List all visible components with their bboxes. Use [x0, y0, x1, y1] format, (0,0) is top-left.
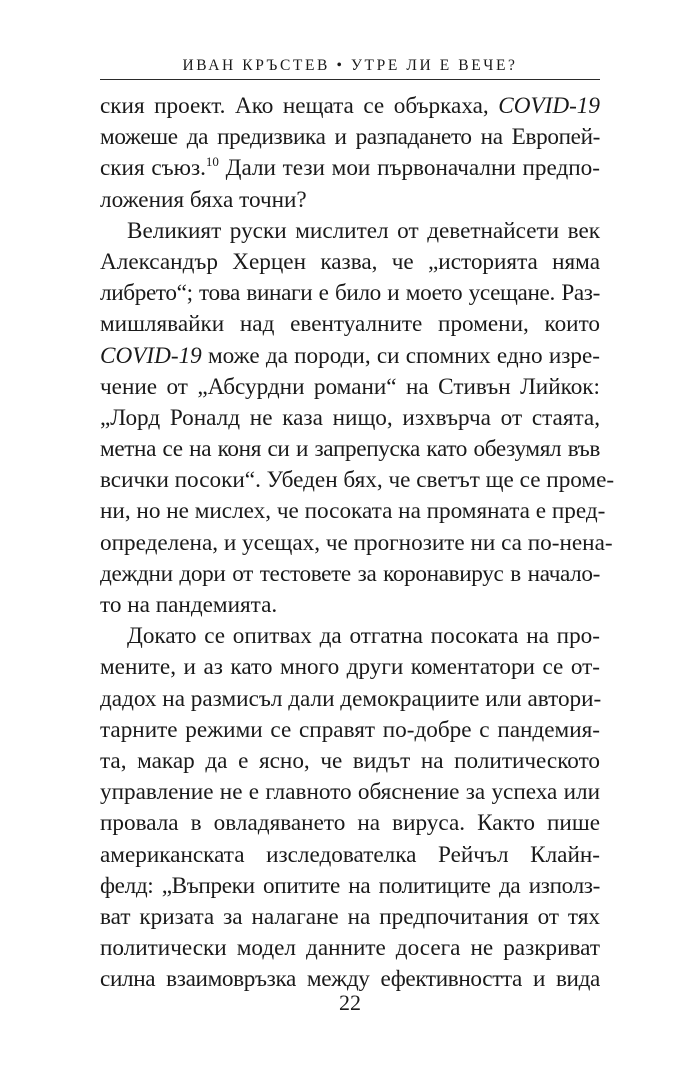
page-number: 22: [339, 990, 361, 1015]
text-line: определена, и усещах, че прогнозите ни са по-нена-: [100, 529, 613, 556]
text-run: Дали тези мои първоначални предпо-: [218, 155, 600, 182]
text-line: силна взаимовръзка между ефективността и вида: [100, 966, 600, 993]
header-rule: [100, 79, 600, 80]
text-line: мишлявайки над евентуалните промени, които: [100, 311, 600, 338]
text-line: провала в овладяването на вируса. Както пише: [100, 810, 600, 837]
covid-term: COVID-19: [498, 93, 600, 119]
text-line: [100, 341, 600, 372]
text-line: фелд: „Въпреки опитите на политиците да използ-: [100, 872, 600, 899]
text-line: дадох на размисъл дали демокрациите или автори-: [100, 685, 602, 712]
text-line: Великият руски мислител от деветнайсети век: [127, 217, 600, 244]
text-line: политически модел данните досега не разкриват: [100, 935, 600, 962]
footnote-reference: 10: [205, 154, 219, 170]
covid-term: COVID-19: [100, 342, 202, 369]
text-run: може да породи, си спомних едно изре-: [201, 342, 600, 369]
text-line: деждни дори от тестовете за коронавирус в начало-: [100, 560, 600, 587]
text-line: ложения бяха точни?: [100, 186, 307, 213]
text-line: можеше да предизвика и разпадането на Европей-: [100, 124, 600, 151]
text-line: „Лорд Роналд не каза нищо, изхвърча от стаята,: [100, 404, 600, 431]
text-line: метна се на коня си и запрепуска като обезумял във: [100, 436, 600, 463]
text-line: [100, 91, 600, 122]
text-run: ския съюз.: [100, 155, 206, 182]
text-line: всички посоки“. Убеден бях, че светът ще се проме-: [100, 467, 615, 494]
body-text: [100, 91, 615, 995]
text-line: та, макар да е ясно, че видът на политическото: [100, 747, 600, 774]
text-line: тарните режими се справят по-добре с пандемия-: [100, 716, 600, 743]
text-line: ват кризата за налагане на предпочитания от тях: [100, 903, 600, 930]
text-line: Александър Херцен казва, че „историята няма: [100, 248, 600, 275]
text-line: мените, и аз като много други коментатори се от-: [100, 654, 600, 681]
text-line: [100, 153, 600, 184]
text-run: ския проект. Ако нещата се объркаха,: [100, 93, 499, 119]
text-line: управление не е главното обяснение за успеха или: [100, 779, 600, 806]
text-line: американската изследователка Рейчъл Клайн-: [100, 841, 600, 868]
text-line: то на пандемията.: [100, 592, 278, 618]
text-line: чение от „Абсурдни романи“ на Стивън Лийкок:: [100, 373, 600, 400]
text-line: Докато се опитвах да отгатна посоката на про-: [127, 623, 600, 650]
text-line: либрето“; това винаги е било и моето усещане. Раз-: [100, 280, 600, 307]
running-header: ИВАН КРЪСТЕВ • УТРЕ ЛИ Е ВЕЧЕ?: [182, 57, 518, 74]
text-line: ни, но не мислех, че посоката на промяната е пред-: [100, 498, 606, 525]
